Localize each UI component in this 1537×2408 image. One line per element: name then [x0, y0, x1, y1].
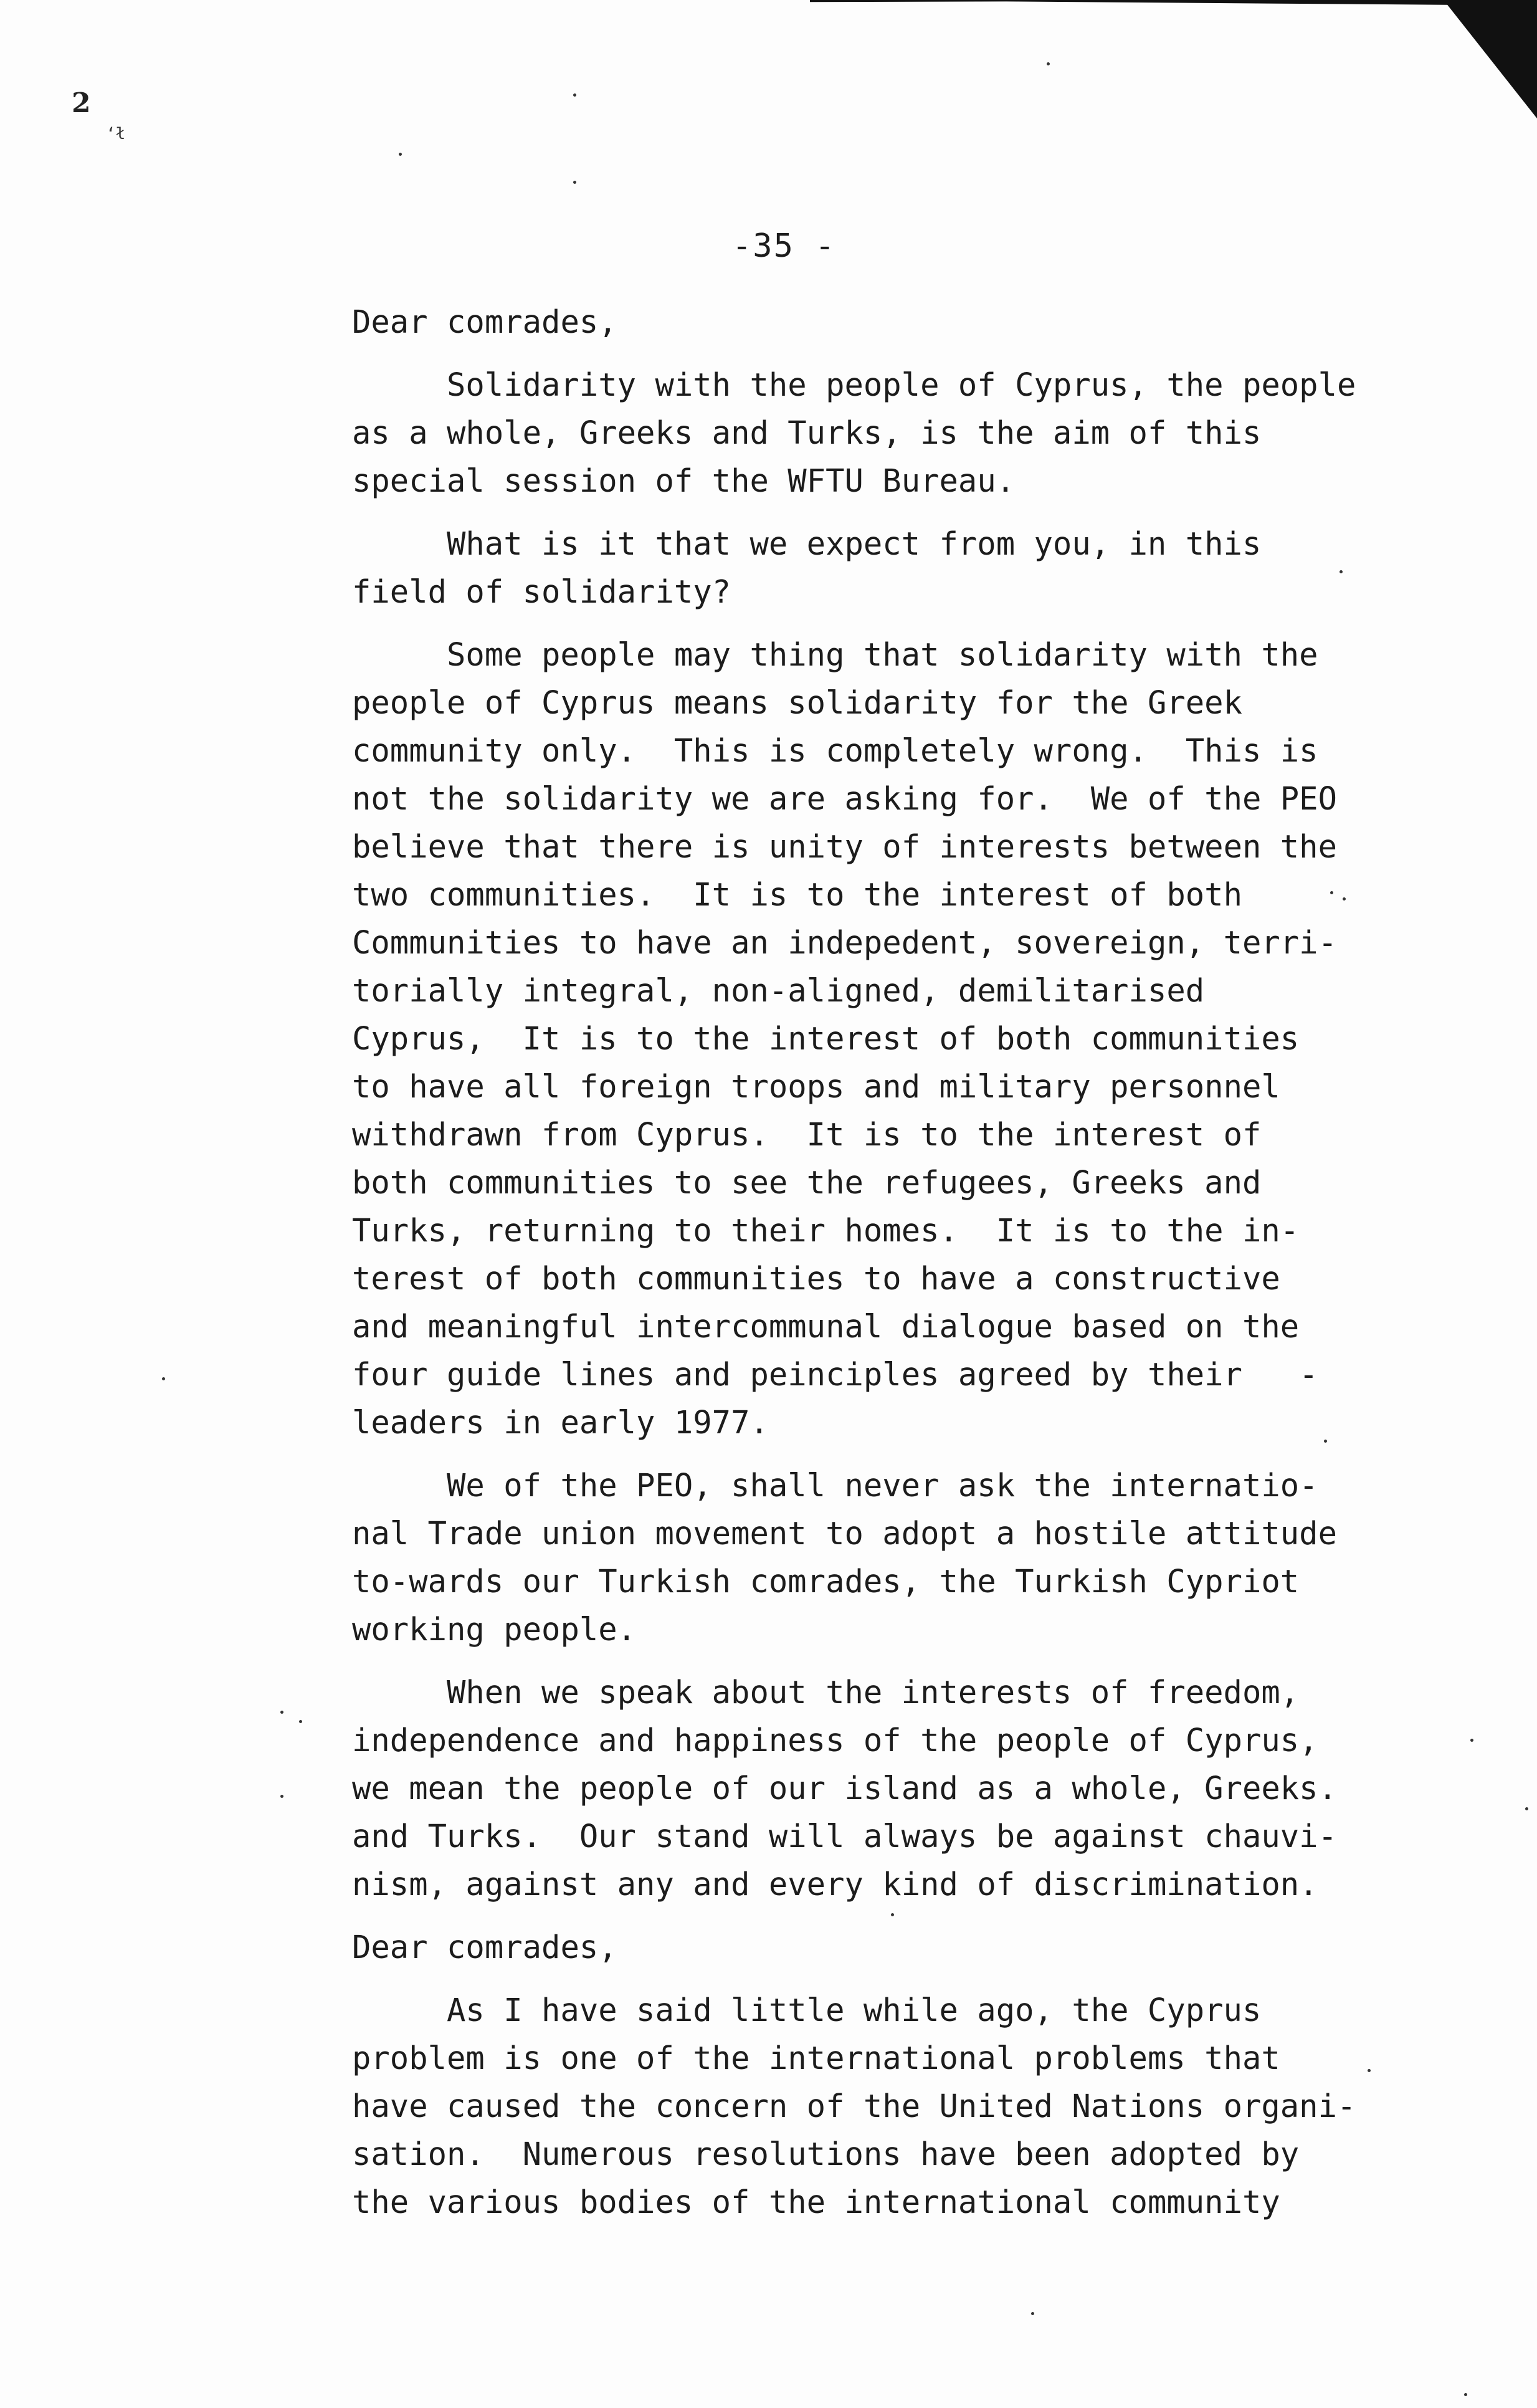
scan-speck [1047, 62, 1050, 65]
scan-speck [573, 93, 576, 97]
text-line: torially integral, non-aligned, demilitarised [352, 972, 1205, 1009]
text-line: Communities to have an indepedent, sovereign, terri- [352, 924, 1337, 961]
text-line: sation. Numerous resolutions have been adopted by [352, 2136, 1300, 2172]
text-line: withdrawn from Cyprus. It is to the interest of [352, 1116, 1262, 1153]
letter-body [352, 298, 1386, 2241]
margin-handwritten-mark: 2 [72, 87, 91, 119]
text-line: both communities to see the refugees, Greeks and [352, 1164, 1262, 1201]
text-line: community only. This is completely wrong. This is [352, 732, 1318, 769]
page-corner-fold [1444, 0, 1537, 118]
text-line: field of solidarity? [352, 573, 731, 610]
text-line: have caused the concern of the United Nations organi- [352, 2088, 1356, 2124]
scan-speck [280, 1711, 283, 1714]
paragraph [352, 1986, 1386, 2226]
text-line: independence and happiness of the people of Cyprus, [352, 1722, 1318, 1759]
scan-speck [299, 1720, 302, 1723]
text-line: Some people may thing that solidarity with the [447, 636, 1318, 673]
text-line: Cyprus, It is to the interest of both communities [352, 1020, 1300, 1057]
text-line: to-wards our Turkish comrades, the Turkish Cypriot [352, 1563, 1300, 1600]
paragraph [352, 1668, 1386, 1908]
text-line: the various bodies of the international community [352, 2184, 1280, 2220]
text-line: not the solidarity we are asking for. We of the PEO [352, 780, 1337, 817]
text-line: leaders in early 1977. [352, 1404, 769, 1441]
scan-speck [1525, 1807, 1528, 1810]
text-line: Dear comrades, [352, 303, 617, 340]
paragraph [352, 298, 1386, 346]
text-line: terest of both communities to have a constructive [352, 1260, 1280, 1297]
paragraph [352, 361, 1386, 505]
text-line: Turks, returning to their homes. It is to the in- [352, 1212, 1300, 1249]
scan-speck [1330, 891, 1333, 894]
text-line: nal Trade union movement to adopt a hostile attitude [352, 1515, 1337, 1552]
scan-speck [573, 181, 576, 184]
scan-speck [1464, 2393, 1467, 2396]
text-line: special session of the WFTU Bureau. [352, 462, 1016, 499]
text-line: problem is one of the international problems that [352, 2040, 1280, 2076]
paragraph [352, 520, 1386, 616]
text-line: and meaningful intercommunal dialogue based on the [352, 1308, 1300, 1345]
scan-speck [280, 1795, 283, 1798]
text-line: What is it that we expect from you, in this [447, 525, 1262, 562]
text-line: working people. [352, 1611, 637, 1648]
text-line: people of Cyprus means solidarity for the Greek [352, 684, 1242, 721]
paragraph [352, 1461, 1386, 1653]
paragraph [352, 1923, 1386, 1971]
scan-speck [1470, 1739, 1473, 1742]
margin-small-mark: ‘ł [106, 125, 126, 143]
text-line: and Turks. Our stand will always be against chauvi- [352, 1818, 1337, 1855]
paragraph [352, 631, 1386, 1446]
text-line: four guide lines and peinciples agreed by their - [352, 1356, 1318, 1393]
scan-speck [1031, 2312, 1034, 2315]
text-line: nism, against any and every kind of discrimination. [352, 1866, 1318, 1903]
text-line: believe that there is unity of interests between the [352, 828, 1337, 865]
page-number: -35 - [732, 227, 836, 265]
scan-speck [1368, 2069, 1371, 2072]
text-line: We of the PEO, shall never ask the internatio- [447, 1467, 1318, 1504]
scan-speck [1343, 897, 1346, 901]
text-line: to have all foreign troops and military personnel [352, 1068, 1280, 1105]
scan-speck [399, 153, 402, 156]
text-line: As I have said little while ago, the Cyprus [447, 1992, 1262, 2028]
scan-top-edge [810, 0, 1464, 5]
text-line: Dear comrades, [352, 1929, 617, 1966]
text-line: as a whole, Greeks and Turks, is the aim of this [352, 414, 1262, 451]
scan-speck [891, 1913, 894, 1916]
text-line: two communities. It is to the interest of both [352, 876, 1242, 913]
text-line: Solidarity with the people of Cyprus, the people [447, 366, 1356, 403]
scan-speck [162, 1377, 165, 1380]
text-line: When we speak about the interests of freedom, [447, 1674, 1300, 1711]
scan-speck [1340, 570, 1343, 573]
scan-speck [1324, 1440, 1327, 1443]
text-line: we mean the people of our island as a whole, Greeks. [352, 1770, 1337, 1807]
